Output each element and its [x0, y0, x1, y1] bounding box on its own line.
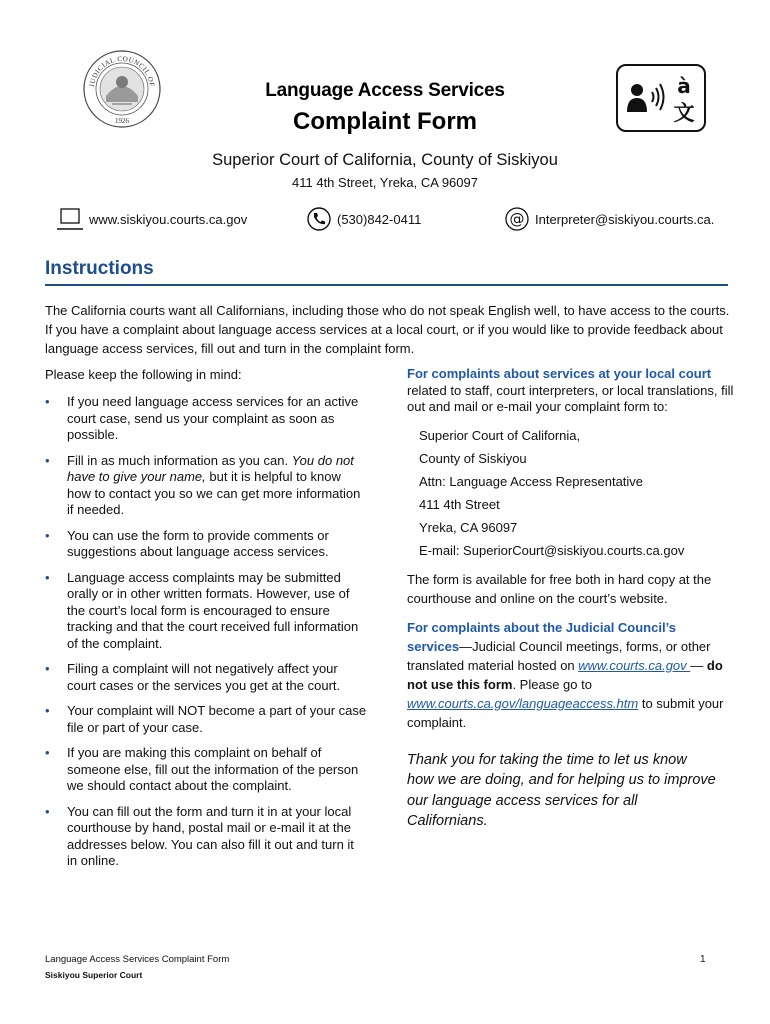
title-line1: Language Access Services — [265, 80, 505, 101]
address-line: County of Siskiyou — [419, 450, 527, 466]
phone-icon — [307, 207, 331, 231]
list-item: • If you need language access services for an active court case, send us your complaint as soon as possible. — [45, 394, 359, 442]
list-item: • Language access complaints may be submitted orally or in other written formats. However, use of the court’s local form is encouraged to ensure tracking and that the court received full information of the complaint. — [45, 569, 359, 651]
list-item: • You can use the form to provide comments or suggestions about language access services. — [45, 527, 329, 559]
list-item: • Your complaint will NOT become a part of your case file or part of your case. — [45, 703, 367, 735]
judicial-council-seal — [82, 46, 162, 132]
speaker-translate-icon — [616, 64, 706, 132]
website-text[interactable]: www.siskiyou.courts.ca.gov — [89, 211, 248, 227]
list-item: • You can fill out the form and turn it in at your local courthouse by hand, postal mail or e-mail it at the addresses below. You can also fill it out and turn it in online. — [45, 803, 354, 868]
at-sign-icon — [505, 207, 529, 231]
contact-phone — [307, 207, 421, 231]
heading-divider — [45, 284, 728, 286]
intro-paragraph: The California courts want all Californians, including those who do not speak English well, to have access to the courts. If you have a complaint about language access services at a local court, or if you would like to provide feedback about language access services, fill out and turn in the complaint form. — [45, 303, 730, 356]
address-line: 411 4th Street — [419, 496, 500, 512]
keep-in-mind-text: Please keep the following in mind: — [45, 367, 242, 382]
bullet-icon: • — [45, 803, 50, 819]
seal-text: JUDICIAL COUNCIL OF — [88, 54, 156, 88]
list-item: • Fill in as much information as you can. You do not have to give your name, but it is helpful to know how to contact you so we can get more information if needed. — [45, 452, 361, 517]
mailing-address — [407, 424, 737, 562]
local-court-heading: For complaints about services at your local court — [407, 366, 712, 381]
right-column — [407, 366, 737, 832]
address-line: E-mail: SuperiorCourt@siskiyou.courts.ca.gov — [419, 542, 685, 558]
bullet-icon: • — [45, 527, 50, 543]
bullet-icon: • — [45, 703, 50, 718]
local-court-text: related to staff, court interpreters, or local translations, fill out and mail or e-mail your complaint form to: — [407, 382, 734, 414]
left-column — [45, 366, 370, 879]
email-text[interactable]: Interpreter@siskiyou.courts.ca. — [535, 211, 715, 227]
bullet-icon: • — [45, 452, 50, 468]
footer-court: Siskiyou Superior Court — [45, 970, 143, 980]
address-line: Attn: Language Access Representative — [419, 473, 644, 489]
bullet-icon: • — [45, 661, 50, 676]
svg-text:@: @ — [509, 210, 525, 228]
contact-website — [57, 207, 247, 231]
seal-year: 1926 — [115, 117, 129, 125]
address-line: Superior Court of California, — [419, 427, 581, 443]
bullet-icon: • — [45, 394, 50, 409]
courts-ca-gov-link[interactable]: www.courts.ca.gov — [578, 657, 691, 673]
court-address: 411 4th Street, Yreka, CA 96097 — [292, 175, 478, 190]
judicial-council-section: For complaints about the Judicial Council’s services—Judicial Council meetings, forms, or other translated material hosted on www.courts.ca.gov — do not use this form. Please go to www.courts.ca.gov/languageaccess.htm to submit your complaint. — [407, 619, 724, 730]
court-name: Superior Court of California, County of Siskiyou — [212, 151, 558, 169]
list-item: • Filing a complaint will not negatively affect your court cases or the services you get at the court. — [45, 661, 341, 693]
bullet-icon: • — [45, 745, 50, 760]
translate-glyph-cjk: 文 — [673, 101, 695, 125]
translate-glyph-latin: à — [677, 74, 691, 98]
laptop-icon — [57, 207, 83, 231]
instruction-list — [45, 394, 370, 870]
thank-you-text: Thank you for taking the time to let us know how we are doing, and for helping us to improve our language access services for all Californians. — [407, 751, 716, 829]
title-line2: Complaint Form — [293, 108, 477, 135]
bullet-icon: • — [45, 569, 50, 585]
instructions-heading: Instructions — [45, 258, 154, 279]
availability-text: The form is available for free both in hard copy at the courthouse and online on the court’s website. — [407, 571, 712, 606]
page-number: 1 — [700, 954, 706, 965]
address-line: Yreka, CA 96097 — [419, 519, 518, 535]
local-court-section — [407, 366, 737, 416]
footer-form-name: Language Access Services Complaint Form — [45, 954, 230, 965]
phone-text[interactable]: (530)842-0411 — [337, 211, 422, 227]
language-access-link[interactable]: www.courts.ca.gov/languageaccess.htm — [407, 695, 639, 711]
list-item: • If you are making this complaint on behalf of someone else, fill out the information of the person we should contact about the complaint. — [45, 745, 359, 793]
contact-email — [505, 207, 714, 231]
